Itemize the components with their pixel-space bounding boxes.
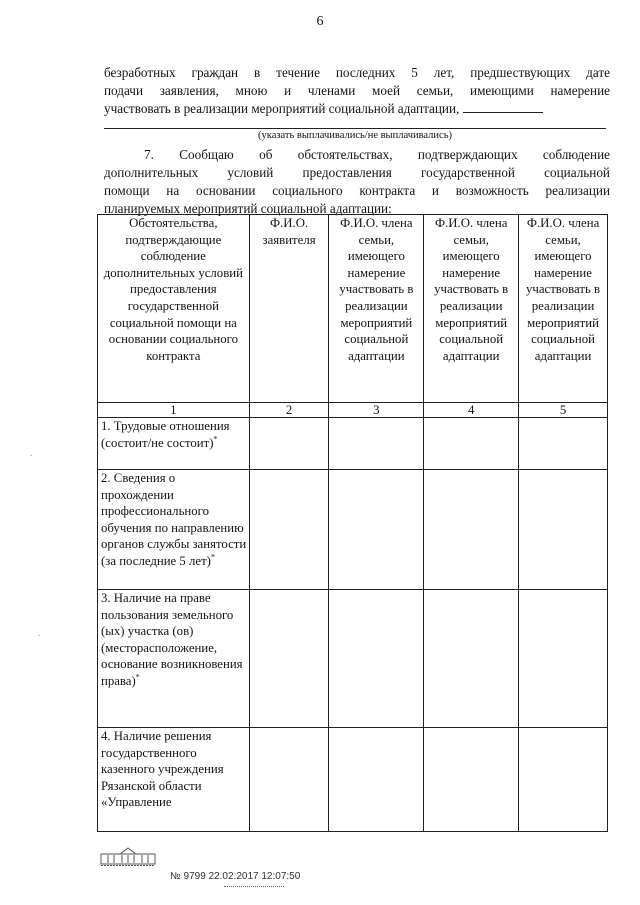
table-cell[interactable]: [329, 728, 424, 832]
fill-hint: (указать выплачивались/не выплачивались): [258, 130, 452, 141]
row-label: [98, 728, 250, 832]
stamp-underline: [224, 886, 284, 887]
row-label-text: 4. Наличие решения государственного казенного учреждения Рязанской области «Управление: [101, 729, 224, 810]
section-7-paragraph: [104, 146, 610, 218]
table-cell[interactable]: [424, 418, 519, 470]
table-cell[interactable]: [249, 728, 329, 832]
table-cell[interactable]: [329, 590, 424, 728]
table-cell[interactable]: [424, 728, 519, 832]
margin-dot: .: [30, 448, 33, 458]
table-cell[interactable]: [519, 728, 608, 832]
table-cell[interactable]: [424, 470, 519, 590]
table-row: [98, 728, 608, 832]
circumstances-table: [97, 214, 608, 832]
column-number: 4: [424, 403, 519, 418]
intro-line-text: участвовать в реализации мероприятий социальной адаптации,: [104, 101, 460, 116]
footnote-mark: *: [135, 672, 140, 682]
building-emblem-icon: [100, 846, 156, 866]
intro-line: безработных граждан в течение последних 5 лет, предшествующих дате: [104, 65, 610, 80]
row-label-text: 3. Наличие на праве пользования земельного (ых) участка (ов) (месторасположение, основание возникновения права): [101, 591, 243, 688]
blank-fill-rule: [104, 128, 606, 129]
table-cell[interactable]: [249, 470, 329, 590]
header-family-member: Ф.И.О. члена семьи, имеющего намерение участвовать в реализации мероприятий социальной адаптации: [519, 215, 608, 403]
column-number-row: [98, 403, 608, 418]
table-cell[interactable]: [249, 418, 329, 470]
table-cell[interactable]: [519, 470, 608, 590]
column-number: 5: [519, 403, 608, 418]
header-applicant: Ф.И.О. заявителя: [249, 215, 329, 403]
section-7-line: помощи на основании социального контракта и возможность реализации: [104, 183, 610, 198]
table-cell[interactable]: [424, 590, 519, 728]
row-label: [98, 418, 250, 470]
table-cell[interactable]: [519, 418, 608, 470]
section-7-line: планируемых мероприятий социальной адаптации:: [104, 201, 392, 216]
table-row: [98, 470, 608, 590]
row-label-text: 1. Трудовые отношения (состоит/не состоит): [101, 419, 230, 450]
header-family-member: Ф.И.О. члена семьи, имеющего намерение участвовать в реализации мероприятий социальной адаптации: [424, 215, 519, 403]
table-cell[interactable]: [249, 590, 329, 728]
footnote-mark: *: [213, 434, 218, 444]
row-label-text: 2. Сведения о прохождении профессионального обучения по направлению органов службы занятости (за последние 5 лет): [101, 471, 247, 568]
row-label: [98, 470, 250, 590]
table-cell[interactable]: [519, 590, 608, 728]
column-number: 1: [98, 403, 250, 418]
blank-fill-line: [463, 100, 543, 113]
intro-paragraph: [104, 64, 610, 118]
section-7-line: дополнительных условий предоставления государственной социальной: [104, 165, 610, 180]
table-header-row: [98, 215, 608, 403]
page-number: 6: [316, 14, 324, 29]
row-label: [98, 590, 250, 728]
table-row: [98, 418, 608, 470]
footnote-mark: *: [210, 552, 215, 562]
column-number: 2: [249, 403, 329, 418]
column-number: 3: [329, 403, 424, 418]
section-7-line: 7. Сообщаю об обстоятельствах, подтверждающих соблюдение: [144, 147, 610, 162]
table-cell[interactable]: [329, 418, 424, 470]
header-family-member: Ф.И.О. члена семьи, имеющего намерение участвовать в реализации мероприятий социальной адаптации: [329, 215, 424, 403]
intro-line: подачи заявления, мною и членами моей семьи, имеющими намерение: [104, 83, 610, 98]
intro-line: [104, 100, 610, 118]
header-circumstances: Обстоятельства, подтверждающие соблюдение дополнительных условий предоставления государственной социальной помощи на основании социального контракта: [98, 215, 250, 403]
margin-dot: .: [38, 628, 41, 638]
table-cell[interactable]: [329, 470, 424, 590]
table-row: [98, 590, 608, 728]
registration-stamp: № 9799 22.02.2017 12:07:50: [170, 871, 301, 882]
